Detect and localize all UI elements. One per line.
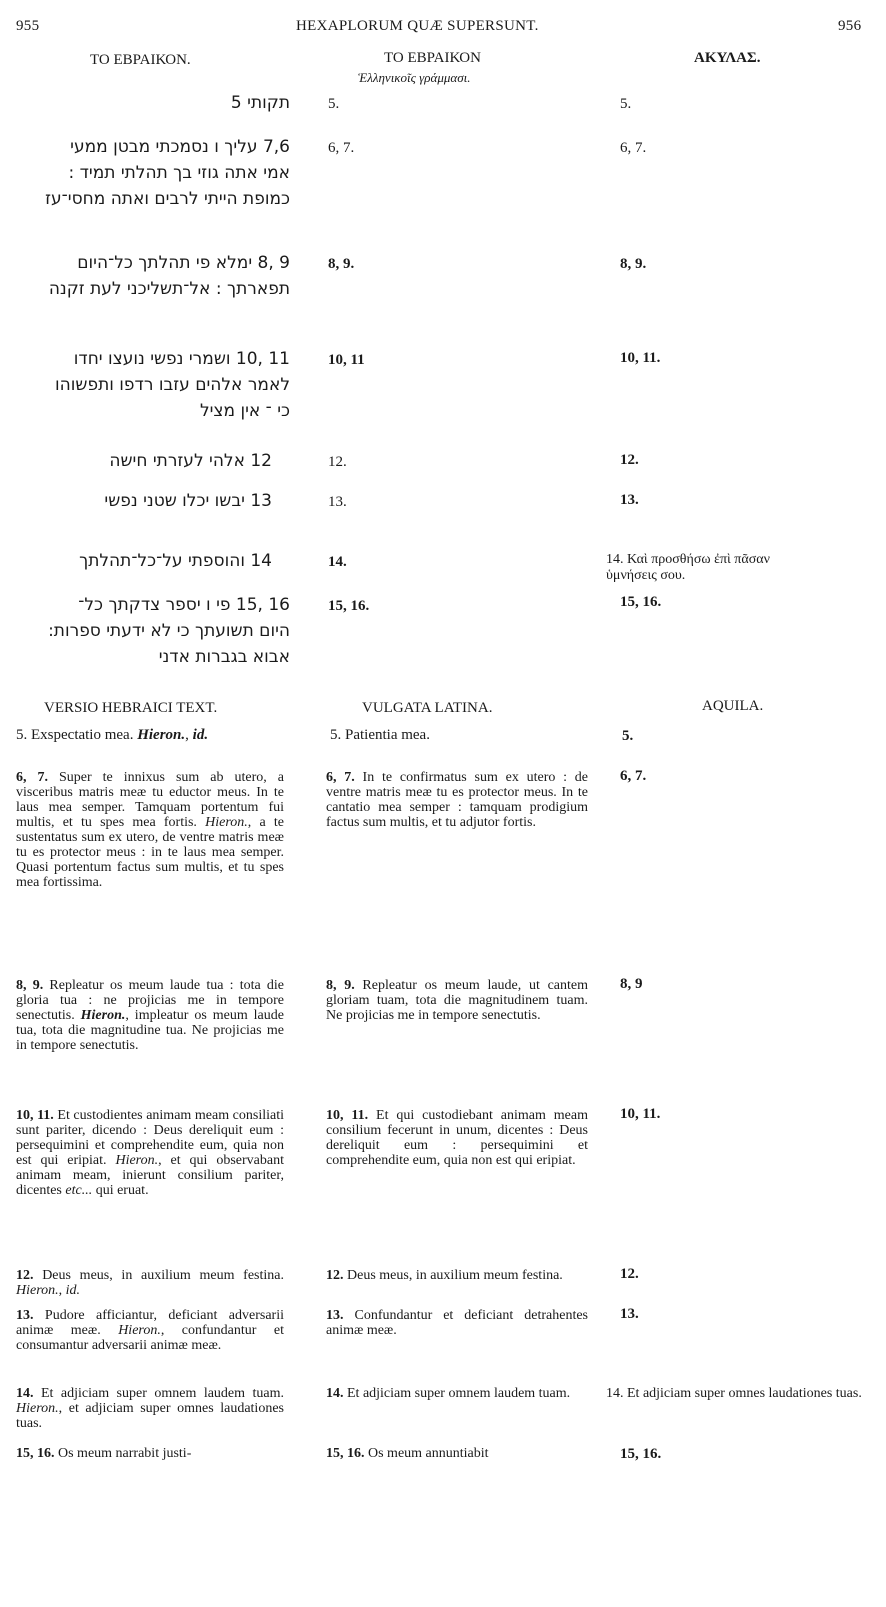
translit-verse-12: 12. — [328, 454, 347, 470]
aquila-latin-verse-14: 14. Et adjiciam super omnes laudationes tuas. — [606, 1386, 862, 1401]
col-translit-title: ΤΟ ΕΒΡΑΙΚΟΝ — [384, 50, 481, 66]
aquila-latin-verse-12: 12. — [620, 1266, 639, 1282]
hebrew-verse-8-9: 9 ,8 ימלא פי תהלתך כל־היום תפארתך : אל־תשליכני לעת זקנה — [48, 253, 290, 299]
col-versio-title: VERSIO HEBRAICI TEXT. — [44, 700, 218, 716]
versio-verse-12: 12. Deus meus, in auxilium meum festina. Hieron., id. — [16, 1268, 284, 1298]
aquila-greek-verse-10-11: 10, 11. — [620, 350, 661, 366]
aquila-greek-verse-14: 14. Καὶ προσθήσω ἐπὶ πᾶσαν ὑμνήσεις σου. — [606, 552, 770, 583]
versio-verse-14: 14. Et adjiciam super omnem laudem tuam. Hieron., et adjiciam super omnes laudationes tuas. — [16, 1386, 284, 1431]
page-number-left: 955 — [16, 18, 40, 34]
versio-verse-13: 13. Pudore afficiantur, deficiant adversarii animæ meæ. Hieron., confundantur et consumantur adversarii animæ meæ. — [16, 1308, 284, 1353]
col-translit-subtitle: Ἑλληνικοῖς γράμμασι. — [358, 70, 471, 85]
vulgata-verse-14: 14. Et adjiciam super omnem laudem tuam. — [326, 1386, 571, 1401]
hebrew-verse-14: 14 והוספתי על־כל־תהלתך — [79, 551, 272, 571]
translit-verse-13: 13. — [328, 494, 347, 510]
versio-verse-5: 5. Exspectatio mea. Hieron., id. — [16, 727, 209, 743]
page-number-right: 956 — [838, 18, 862, 34]
hebrew-verse-15-16: 16 ,15 פי ו יספר צדקתך כל־ היום תשועתך כי לא ידעתי ספרות: אבוא בגברות אדני — [48, 595, 290, 667]
aquila-greek-verse-5: 5. — [620, 96, 632, 112]
translit-verse-8-9: 8, 9. — [328, 256, 355, 272]
hebrew-verse-12: 12 אלהי לעזרתי חישה — [109, 451, 272, 471]
aquila-greek-verse-6-7: 6, 7. — [620, 140, 647, 156]
col-aquila-title: ΑΚΥΛΑΣ. — [694, 50, 761, 66]
translit-verse-15-16: 15, 16. — [328, 598, 370, 614]
vulgata-verse-13: 13. Confundantur et deficiant detrahentes animæ meæ. — [326, 1308, 588, 1338]
vulgata-verse-10-11: 10, 11. Et qui custodiebant animam meam consilium fecerunt in unum, dicentes : Deus dereliquit eum : persequimini et comprehendite eum, quia non est qui eripiat. — [326, 1108, 588, 1168]
hebrew-verse-10-11: 11 ,10 ושמרי נפשי נועצו יחדו לאמר אלהים עזבו רדפו ותפשוהו כי ־ אין מציל — [55, 349, 290, 421]
col-hebrew-title: ΤΟ ΕΒΡΑΙΚΟΝ. — [90, 52, 191, 68]
hebrew-verse-13: 13 יבשו יכלו שטני נפשי — [104, 491, 272, 511]
aquila-latin-verse-10-11: 10, 11. — [620, 1106, 661, 1122]
vulgata-verse-5: 5. Patientia mea. — [330, 727, 430, 743]
vulgata-verse-15-16: 15, 16. Os meum annuntiabit — [326, 1446, 489, 1461]
col-vulgata-title: VULGATA LATINA. — [362, 700, 493, 716]
aquila-latin-verse-15-16: 15, 16. — [620, 1446, 662, 1462]
vulgata-verse-6-7: 6, 7. In te confirmatus sum ex utero : de ventre matris meæ tu es protector meus. In te cantatio mea semper : tamquam prodigium factus sum multis, et tu adjutor fortis. — [326, 770, 589, 830]
vulgata-verse-8-9: 8, 9. Repleatur os meum laude, ut cantem gloriam tuam, tota die magnitudinem tuam. Ne projicias me in tempore senectutis. — [326, 978, 588, 1023]
hebrew-verse-6-7: 7,6 עליך ו נסמכתי מבטן ממעי אמי אתה גוזי בך תהלתי תמיד : כמופת הייתי לרבים ואתה מחסי־עז — [45, 137, 290, 209]
translit-verse-6-7: 6, 7. — [328, 140, 355, 156]
col-aquila-latin-title: AQUILA. — [702, 698, 764, 714]
aquila-greek-verse-13: 13. — [620, 492, 639, 508]
translit-verse-10-11: 10, 11 — [328, 352, 365, 368]
aquila-greek-verse-8-9: 8, 9. — [620, 256, 647, 272]
running-title: HEXAPLORUM QUÆ SUPERSUNT. — [296, 18, 539, 34]
aquila-latin-verse-8-9: 8, 9 — [620, 976, 643, 992]
aquila-greek-verse-12: 12. — [620, 452, 639, 468]
aquila-greek-verse-15-16: 15, 16. — [620, 594, 662, 610]
versio-verse-6-7: 6, 7. Super te innixus sum ab utero, a visceribus matris meæ tu eductor meus. In te laus mea semper. Tamquam portentum fui multis, et tu spes mea fortis. Hieron., a te sustentatus sum ex utero, de ventre matris meæ tu es protector meus : in te laus mea semper. Quasi portentum factus sum multis, et tu spes mea fortissima. — [16, 770, 284, 890]
versio-verse-15-16: 15, 16. Os meum narrabit justi- — [16, 1446, 192, 1461]
aquila-latin-verse-13: 13. — [620, 1306, 639, 1322]
versio-verse-10-11: 10, 11. Et custodientes animam meam consiliati sunt pariter, dicendo : Deus dereliquit eum : persequimini et comprehendite eum, quia non est qui eripiat. Hieron., et qui observabant animam meam, inierunt consilium pariter, dicentes etc... qui eruat. — [16, 1108, 284, 1198]
vulgata-verse-12: 12. Deus meus, in auxilium meum festina. — [326, 1268, 563, 1283]
aquila-latin-verse-5: 5. — [622, 728, 634, 744]
versio-verse-8-9: 8, 9. Repleatur os meum laude tua : tota die gloria tua : ne projicias me in tempore senectutis. Hieron., impleatur os meum laude tua, tota die magnitudine tua. Ne projicias me in tempore senectutis. — [16, 978, 285, 1053]
hebrew-verse-5: תקותי 5 — [230, 93, 290, 113]
aquila-latin-verse-6-7: 6, 7. — [620, 768, 647, 784]
translit-verse-14: 14. — [328, 554, 347, 570]
translit-verse-5: 5. — [328, 96, 340, 112]
